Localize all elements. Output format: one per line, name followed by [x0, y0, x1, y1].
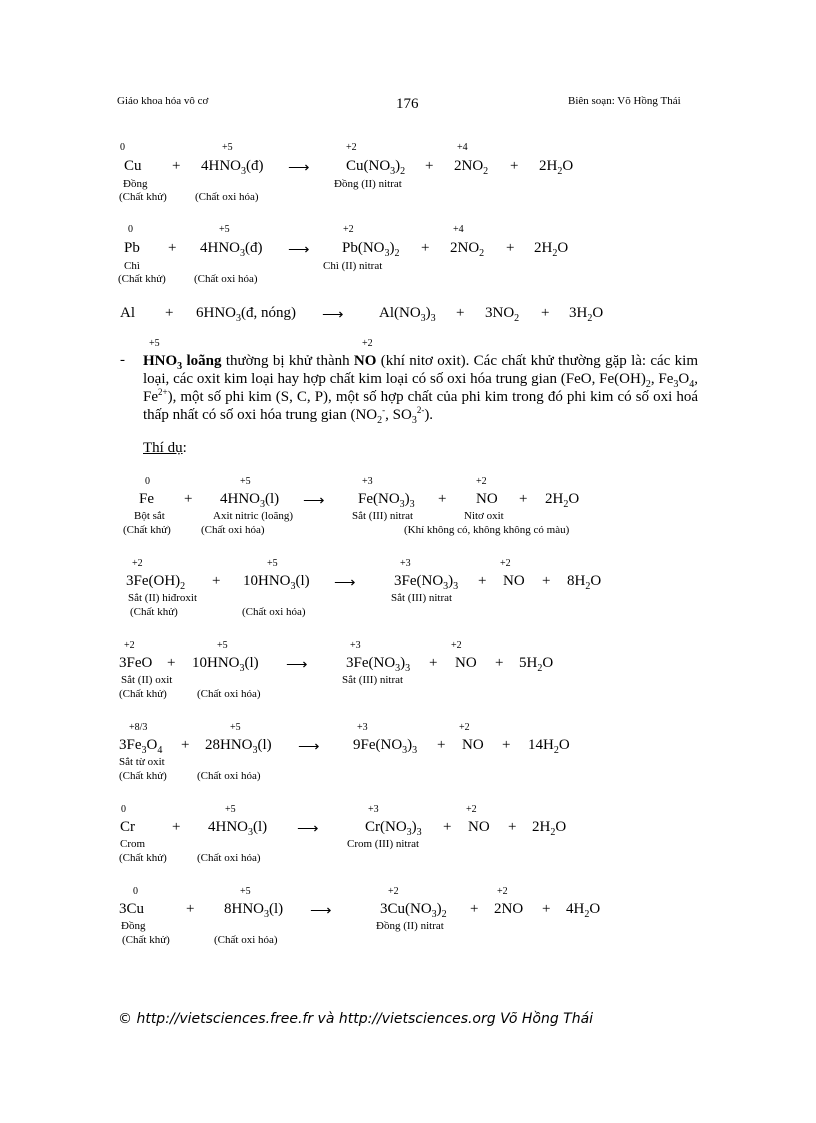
reactant-name: Chì [124, 260, 140, 272]
ox-state: +3 [350, 640, 361, 651]
product-name: Sắt (III) nitrat [342, 674, 404, 686]
plus-sign: + [212, 573, 221, 589]
ox-state: +2 [476, 476, 487, 487]
product: $9Fe(NO_3)_3$ [353, 737, 418, 756]
reactant: $4HNO_3(đ)$ [200, 240, 263, 259]
product-name: Đồng (II) nitrat [376, 920, 444, 932]
product: $5H_2O$ [519, 655, 554, 674]
ox-state: +5 [219, 224, 230, 235]
ox-state: +8/3 [129, 722, 148, 733]
product: $3Cu(NO_3)_2$ [380, 901, 447, 920]
oxidizer-label: (Chất oxi hóa) [197, 852, 261, 864]
plus-sign: + [425, 158, 434, 174]
reactant: Fe [139, 491, 154, 507]
plus-sign: + [429, 655, 438, 671]
product: $Pb(NO_3)_2$ [342, 240, 400, 259]
oxidizer-label: (Chất oxi hóa) [201, 524, 265, 536]
reactant: Cr [120, 819, 135, 835]
reactant-name: Đồng [121, 920, 146, 932]
ox-state: +5 [240, 476, 251, 487]
product: $Al(NO_3)_3$ [379, 305, 436, 324]
ox-state: +4 [453, 224, 464, 235]
product: $3Fe(NO_3)_3$ [394, 573, 459, 592]
plus-sign: + [165, 305, 174, 321]
reducer-label: (Chất khử) [130, 606, 178, 618]
reactant: 3FeO [119, 655, 153, 671]
ox-state: +3 [368, 804, 379, 815]
product: NO [462, 737, 484, 753]
ox-state: 0 [121, 804, 126, 815]
product-name: Nitơ oxit [464, 510, 504, 522]
reaction-arrow: ⟶ [303, 493, 325, 509]
reactant: $6HNO_3(đ$, nóng) [196, 305, 296, 324]
ox-state: +2 [124, 640, 135, 651]
reactant: $28HNO_3(l)$ [205, 737, 272, 756]
reducer-label: (Chất khử) [119, 852, 167, 864]
ox-state: +3 [357, 722, 368, 733]
bullet-dash: - [120, 352, 125, 368]
product: $2NO_2$ [450, 240, 485, 259]
reactant: Cu [124, 158, 142, 174]
reactant: 3Cu [119, 901, 145, 917]
plus-sign: + [172, 819, 181, 835]
reactant-name: Sắt (II) oxit [121, 674, 173, 686]
plus-sign: + [508, 819, 517, 835]
ox-state: +2 [451, 640, 462, 651]
reactant-name: Crom [120, 838, 146, 850]
plus-sign: + [168, 240, 177, 256]
reactant-name: Sắt từ oxit [119, 756, 165, 768]
plus-sign: + [519, 491, 528, 507]
ox-state: 0 [128, 224, 133, 235]
ox-state: +2 [132, 558, 143, 569]
reducer-label: (Chất khử) [123, 524, 171, 536]
header-right: Biên soạn: Võ Hồng Thái [568, 95, 681, 107]
reaction-arrow: ⟶ [310, 903, 332, 919]
product-name: Crom (III) nitrat [347, 838, 420, 850]
ox-state: +2 [500, 558, 511, 569]
ox-state: 0 [120, 142, 125, 153]
plus-sign: + [437, 737, 446, 753]
product: $Cu(NO_3)_2$ [346, 158, 406, 177]
plus-sign: + [478, 573, 487, 589]
reactant: Al [120, 305, 135, 321]
oxidizer-label: (Chất oxi hóa) [194, 273, 258, 285]
product: $2H_2O$ [539, 158, 574, 177]
ox-state: +2 [466, 804, 477, 815]
product: NO [476, 491, 498, 507]
ox-state: +5 [267, 558, 278, 569]
plus-sign: + [510, 158, 519, 174]
ox-state: +5 [240, 886, 251, 897]
oxidizer-label: (Chất oxi hóa) [197, 770, 261, 782]
ox-state: 0 [133, 886, 138, 897]
product: $14H_2O$ [528, 737, 570, 756]
example-heading: Thí dụ: [143, 440, 187, 456]
product-name: Chì (II) nitrat [323, 260, 383, 272]
reactant-name: Đồng [123, 178, 148, 190]
ox-state: +2 [388, 886, 399, 897]
oxidizer-label: (Chất oxi hóa) [197, 688, 261, 700]
reactant-name: Bột sắt [134, 510, 165, 522]
ox-state: 0 [145, 476, 150, 487]
plus-sign: + [186, 901, 195, 917]
oxidizer-label: (Chất oxi hóa) [195, 191, 259, 203]
plus-sign: + [542, 573, 551, 589]
ox-state: +5 [222, 142, 233, 153]
ox-state: +2 [343, 224, 354, 235]
header-left: Giáo khoa hóa vô cơ [117, 95, 209, 107]
page-number: 176 [396, 96, 419, 112]
plus-sign: + [542, 901, 551, 917]
product-note: (Khí không có, không không có màu) [404, 524, 570, 536]
ox-state: +2 [362, 338, 373, 349]
reducer-label: (Chất khử) [119, 688, 167, 700]
product: $3Fe(NO_3)_3$ [346, 655, 411, 674]
plus-sign: + [470, 901, 479, 917]
ox-state: +5 [225, 804, 236, 815]
ox-state: +5 [149, 338, 160, 349]
product: $3H_2O$ [569, 305, 604, 324]
product: $4H_2O$ [566, 901, 601, 920]
product: NO [503, 573, 525, 589]
product: $Cr(NO_3)_3$ [365, 819, 422, 838]
reactant: $8HNO_3(l)$ [224, 901, 284, 920]
reaction-arrow: ⟶ [322, 307, 344, 323]
ox-state: +4 [457, 142, 468, 153]
ox-state: +3 [362, 476, 373, 487]
product: $2H_2O$ [532, 819, 567, 838]
reaction-arrow: ⟶ [298, 739, 320, 755]
plus-sign: + [184, 491, 193, 507]
reaction-arrow: ⟶ [297, 821, 319, 837]
reaction-arrow: ⟶ [288, 160, 310, 176]
plus-sign: + [502, 737, 511, 753]
plus-sign: + [443, 819, 452, 835]
reactant-name: Axit nitric (loãng) [213, 510, 294, 522]
ox-state: +2 [346, 142, 357, 153]
plus-sign: + [172, 158, 181, 174]
reaction-arrow: ⟶ [288, 242, 310, 258]
product: NO [468, 819, 490, 835]
product-name: Sắt (III) nitrat [391, 592, 453, 604]
plus-sign: + [456, 305, 465, 321]
ox-state: +2 [459, 722, 470, 733]
ox-state: +3 [400, 558, 411, 569]
reactant: $10HNO_3(l)$ [243, 573, 310, 592]
plus-sign: + [438, 491, 447, 507]
product: NO [455, 655, 477, 671]
ox-state: +5 [230, 722, 241, 733]
plus-sign: + [506, 240, 515, 256]
plus-sign: + [421, 240, 430, 256]
product: $2H_2O$ [545, 491, 580, 510]
product: $8H_2O$ [567, 573, 602, 592]
plus-sign: + [541, 305, 550, 321]
plus-sign: + [167, 655, 176, 671]
paragraph-hno3-dilute: $HNO_3$ loãng thường bị khử thành NO (khí nitơ oxit). Các chất khử thường gặp là: các kim loại, các oxit kim loại hay hợp chất kim loại có số oxi hóa trung gian (FeO, $Fe(OH)_2$, $Fe_3O_4$, $Fe^{2+}$), một số phi kim (S, C, P), một số hợp chất của phi kim trong đó phi kim có số oxi hoá thấp nhất có số oxi hóa trung gian ($NO_2^-$, $SO_3^{2-}$). [143, 353, 698, 426]
product-name: Đồng (II) nitrat [334, 178, 402, 190]
plus-sign: + [181, 737, 190, 753]
product: $2H_2O$ [534, 240, 569, 259]
product: $2NO_2$ [454, 158, 489, 177]
plus-sign: + [495, 655, 504, 671]
reactant: $3Fe_3O_4$ [119, 737, 163, 756]
reactant: $4HNO_3(đ)$ [201, 158, 264, 177]
product-name: Sắt (III) nitrat [352, 510, 414, 522]
product: 2NO [494, 901, 524, 917]
reducer-label: (Chất khử) [118, 273, 166, 285]
reactant: $3Fe(OH)_2$ [126, 573, 186, 592]
product: $Fe(NO_3)_3$ [358, 491, 415, 510]
reactant: Pb [124, 240, 140, 256]
oxidizer-label: (Chất oxi hóa) [242, 606, 306, 618]
product: $3NO_2$ [485, 305, 520, 324]
reactant-name: Sắt (II) hiđroxit [128, 592, 198, 604]
reducer-label: (Chất khử) [119, 770, 167, 782]
reducer-label: (Chất khử) [119, 191, 167, 203]
ox-state: +5 [217, 640, 228, 651]
reaction-arrow: ⟶ [286, 657, 308, 673]
reactant: $10HNO_3(l)$ [192, 655, 259, 674]
reaction-arrow: ⟶ [334, 575, 356, 591]
oxidizer-label: (Chất oxi hóa) [214, 934, 278, 946]
ox-state: +2 [497, 886, 508, 897]
reducer-label: (Chất khử) [122, 934, 170, 946]
reactant: $4HNO_3(l)$ [208, 819, 268, 838]
footer-credit: © http://vietsciences.free.fr và http://vietsciences.org Võ Hồng Thái [118, 1011, 594, 1027]
reactant: $4HNO_3(l)$ [220, 491, 280, 510]
